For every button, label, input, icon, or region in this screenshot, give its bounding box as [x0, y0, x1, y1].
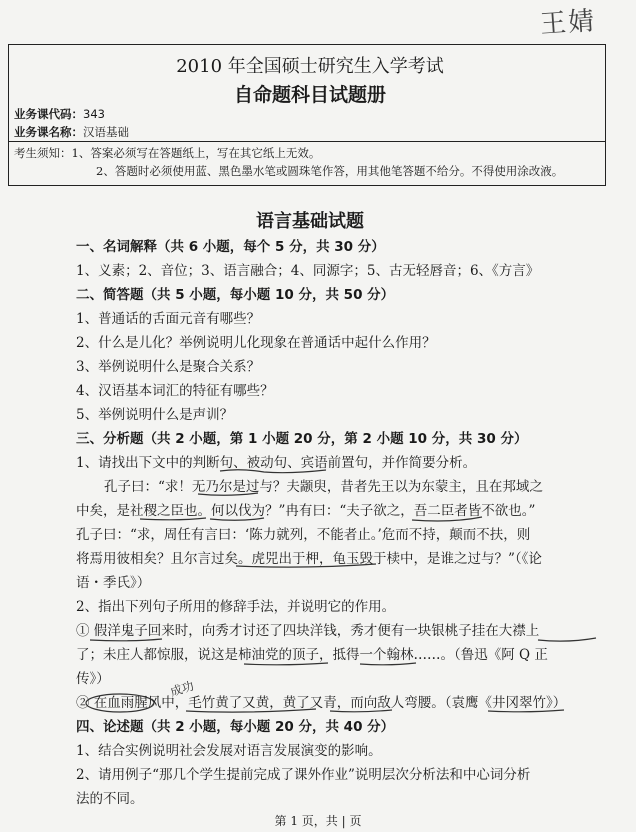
page-footer: 第 1 页，共 | 页 — [274, 814, 362, 828]
passage-line: 中矣，是社稷之臣也。何以伐为？”冉有曰：“夫子欲之，吾二臣者皆不欲也。” — [76, 503, 536, 519]
book-title: 自命题科目试题册 — [233, 84, 386, 106]
question-line: 1、请找出下文中的判断句、被动句、宾语前置句，并作简要分析。 — [76, 455, 477, 471]
handwritten-signature: 王婧 — [539, 6, 598, 40]
subject-code-label: 业务课代码： — [14, 107, 83, 121]
notice-line-1: 考生须知：1、答案必须写在答题纸上，写在其它纸上无效。 — [14, 146, 321, 160]
passage-line: 孔子曰：“求，周任有言曰：‘陈力就列，不能者止。’危而不持，颠而不扶，则 — [76, 527, 531, 543]
question-line: ① 假洋鬼子回来时，向秀才讨还了四块洋钱，秀才便有一块银桃子挂在大襟上 — [76, 623, 540, 639]
notice-line-2: 2、答题时必须使用蓝、黑色墨水笔或圆珠笔作答，用其他笔答题不给分。不得使用涂改液。 — [96, 164, 564, 178]
section-heading: 二、简答题（共 5 小题，每小题 10 分，共 50 分） — [76, 287, 395, 303]
section-heading: 三、分析题（共 2 小题，第 1 小题 20 分，第 2 小题 10 分，共 30 分） — [76, 431, 528, 447]
section-heading: 四、论述题（共 2 小题，每小题 20 分，共 40 分） — [76, 719, 395, 735]
question-line: 1、结合实例说明社会发展对语言发展演变的影响。 — [76, 743, 382, 759]
subject-name-label: 业务课名称： — [14, 125, 83, 139]
passage-line: 孔子曰：“求！无乃尔是过与？夫颛臾，昔者先王以为东蒙主，且在邦域之 — [104, 479, 543, 495]
question-line: 法的不同。 — [76, 791, 144, 807]
question-line: 1、普通话的舌面元音有哪些？ — [76, 311, 261, 327]
header-divider — [8, 141, 606, 142]
question-line: 3、举例说明什么是聚合关系？ — [76, 359, 261, 375]
question-line: 传》） — [76, 671, 110, 687]
question-line: 2、什么是儿化？举例说明儿化现象在普通话中起什么作用？ — [76, 335, 436, 351]
question-line: 了；未庄人都惊服，说这是柿油党的顶子，抵得一个翰林……。（鲁迅《阿 Q 正 — [76, 647, 548, 663]
question-line: 5、举例说明什么是声训？ — [76, 407, 234, 423]
paper-title: 语言基础试题 — [256, 211, 364, 232]
question-line: 2、请用例子“那几个学生提前完成了课外作业”说明层次分析法和中心词分析 — [76, 767, 531, 783]
question-line: 4、汉语基本词汇的特征有哪些？ — [76, 383, 274, 399]
section-heading: 一、名词解释（共 6 小题，每个 5 分，共 30 分） — [76, 239, 385, 255]
subject-code-value: 343 — [83, 107, 105, 121]
handwritten-note: 成功 — [168, 678, 196, 700]
question-line: 2、指出下列句子所用的修辞手法，并说明它的作用。 — [76, 599, 396, 615]
subject-code — [14, 106, 105, 122]
pen-underline — [538, 638, 596, 641]
subject-name — [14, 124, 129, 140]
passage-line: 语・季氏》） — [76, 575, 151, 591]
question-line: 1、义素；2、音位；3、语言融合；4、同源字；5、古无轻唇音；6、《方言》 — [76, 263, 540, 279]
exam-title: 2010 年全国硕士研究生入学考试 — [176, 56, 444, 77]
passage-line: 将焉用彼相矣？且尔言过矣。虎兕出于柙，龟玉毁于椟中，是谁之过与？”（《论 — [76, 551, 542, 567]
subject-name-value: 汉语基础 — [83, 125, 129, 139]
question-line: ② 在血雨腥风中，毛竹黄了又黄，黄了又青，而向敌人弯腰。（袁鹰《井冈翠竹》） — [76, 695, 567, 711]
